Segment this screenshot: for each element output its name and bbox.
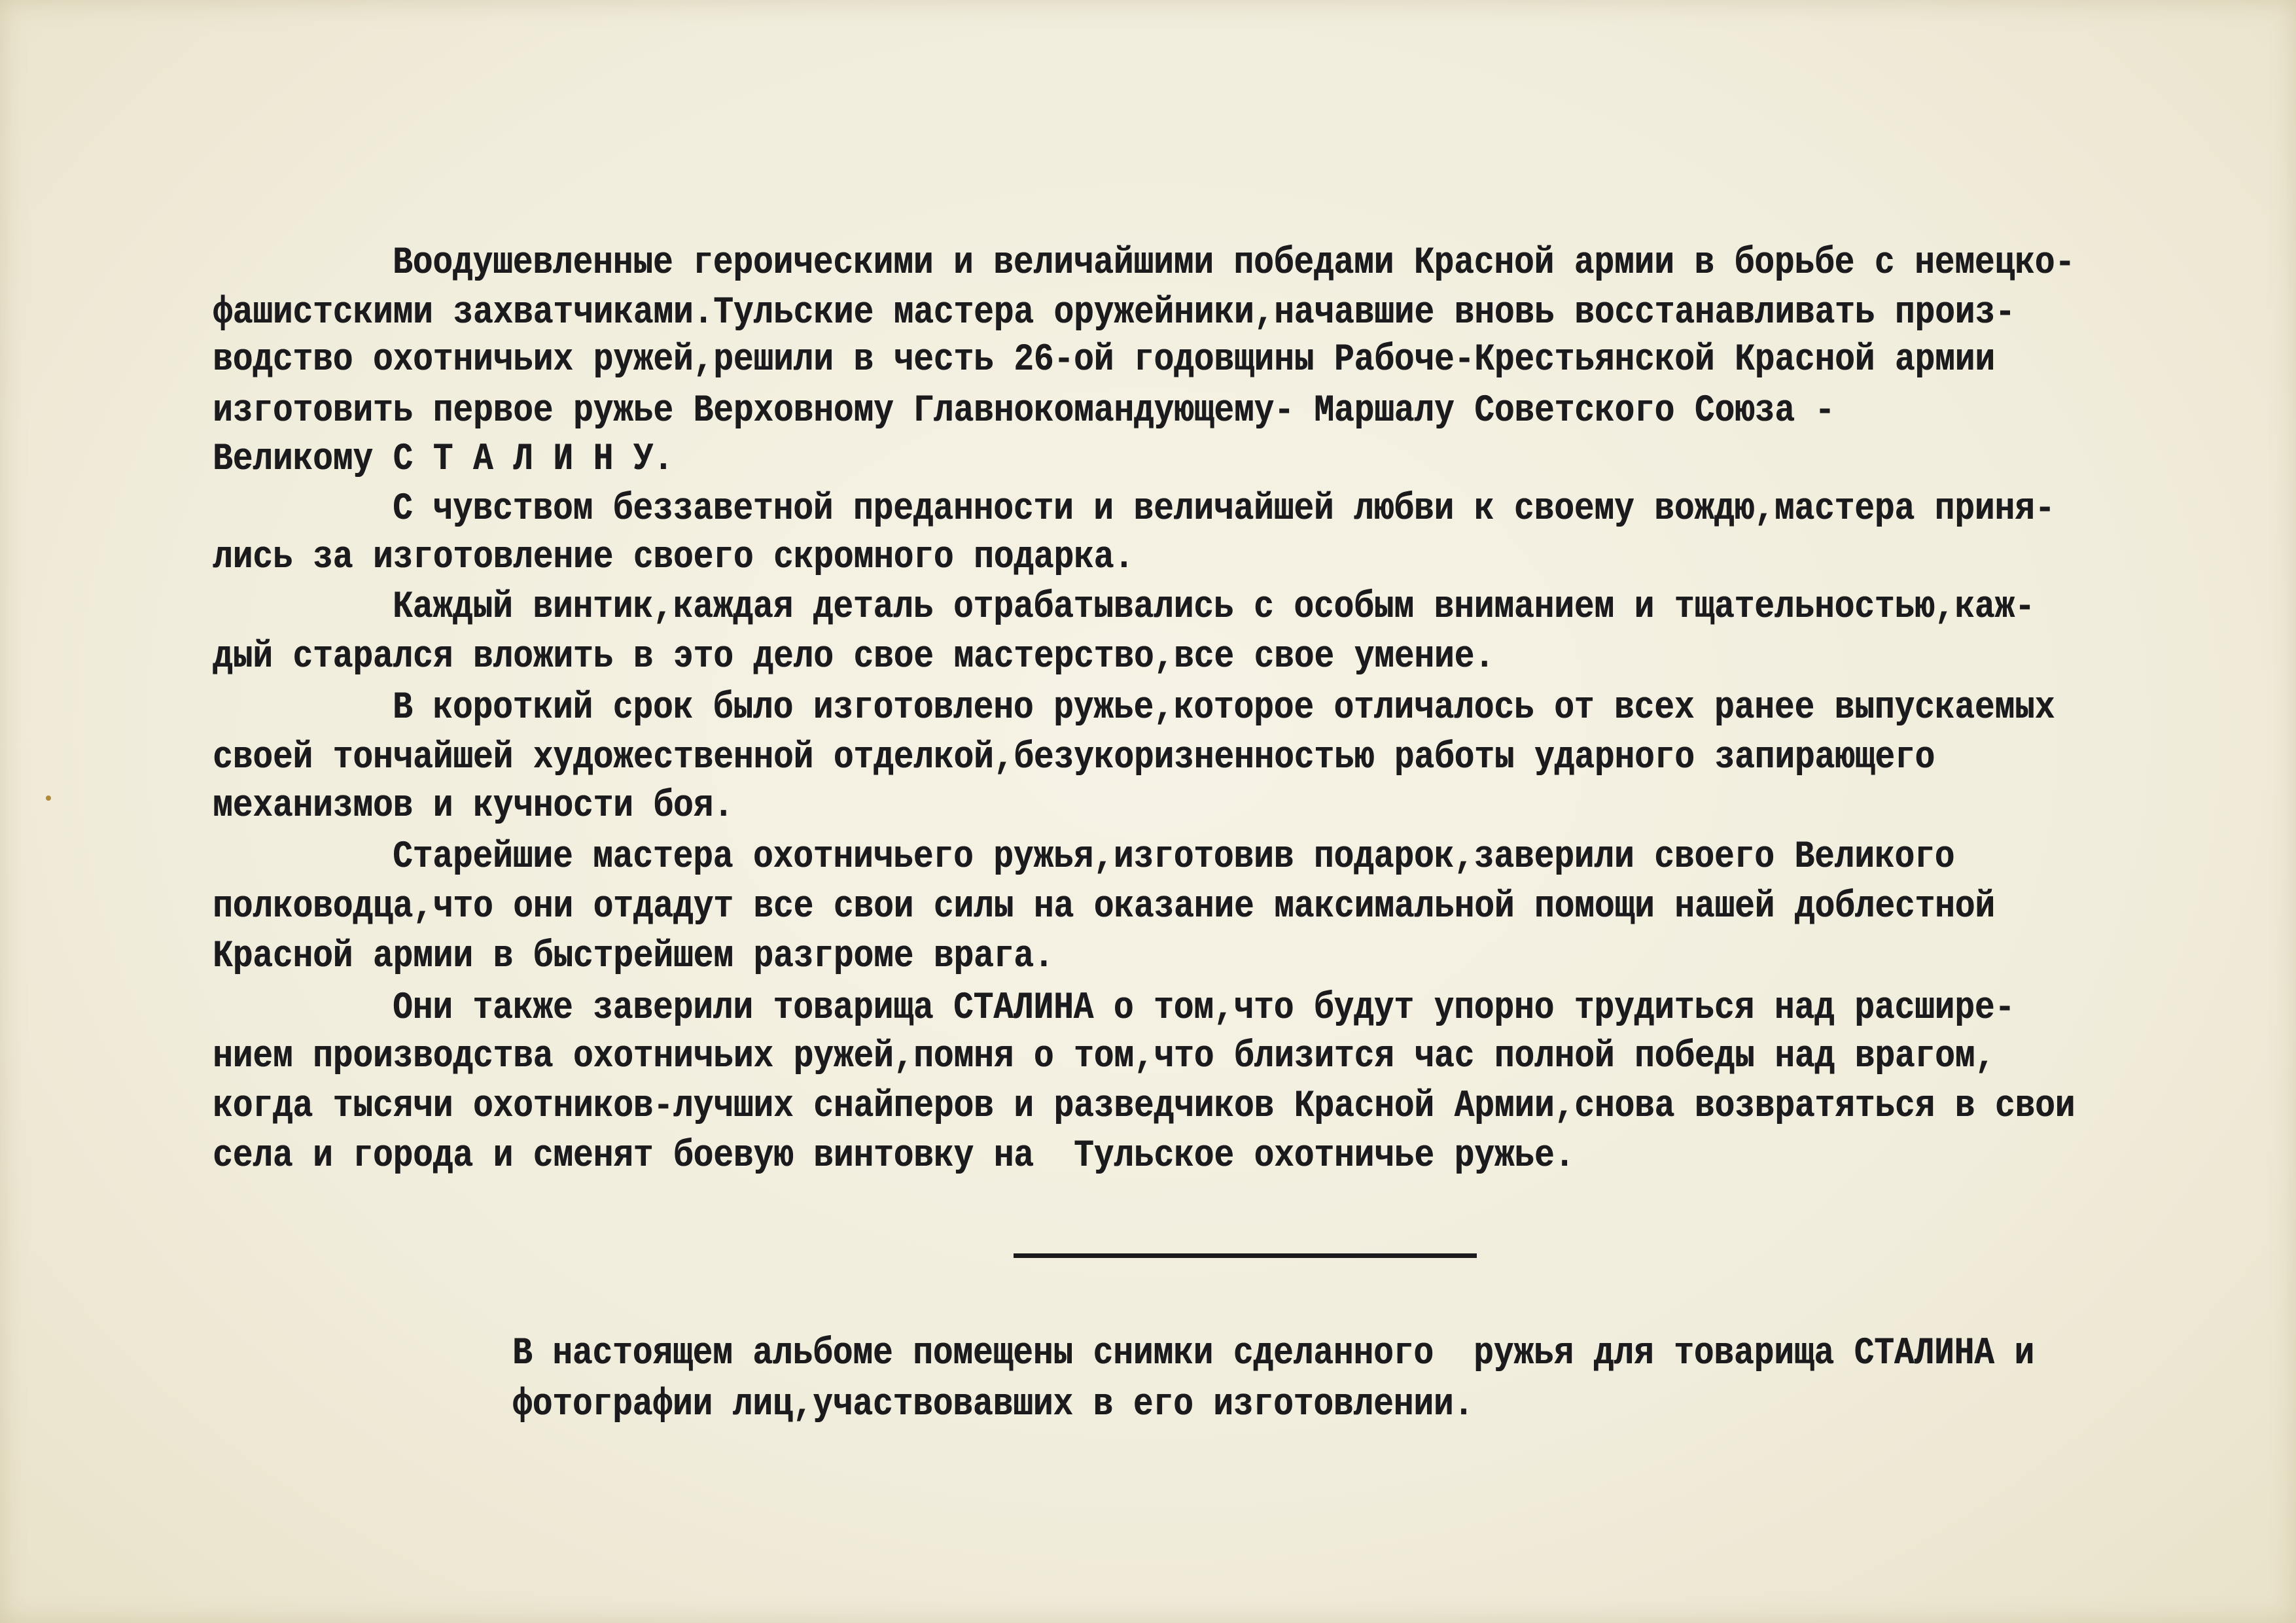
paper-stain bbox=[46, 795, 51, 801]
text-line: Старейшие мастера охотничьего ружья,изготовив подарок,заверили своего Великого bbox=[393, 835, 1955, 879]
footer-line: В настоящем альбоме помещены снимки сделанного ружья для товарища СТАЛИНА и bbox=[512, 1332, 2034, 1376]
divider-line bbox=[1014, 1253, 1477, 1258]
text-line: дый старался вложить в это дело свое мастерство,все свое умение. bbox=[213, 635, 1494, 679]
text-line: В короткий срок было изготовлено ружье,которое отличалось от всех ранее выпускаемых bbox=[393, 686, 2055, 730]
text-line: Великому С Т А Л И Н У. bbox=[213, 438, 673, 481]
text-line: своей тончайшей художественной отделкой,безукоризненностью работы ударного запирающего bbox=[213, 736, 1935, 780]
text-line: Воодушевленные героическими и величайшими победами Красной армии в борьбе с немецко- bbox=[393, 241, 2075, 285]
text-line: механизмов и кучности боя. bbox=[213, 784, 733, 828]
text-line: нием производства охотничьих ружей,помня о том,что близится час полной победы над врагом, bbox=[213, 1035, 1995, 1079]
text-line: когда тысячи охотников-лучших снайперов и разведчиков Красной Армии,снова возвратяться в свои bbox=[213, 1085, 2075, 1128]
text-line: фашистскими захватчиками.Тульские мастера оружейники,начавшие вновь восстанавливать произ- bbox=[213, 291, 2015, 335]
text-line: лись за изготовление своего скромного подарка. bbox=[213, 536, 1134, 580]
text-line: Они также заверили товарища СТАЛИНА о том,что будут упорно трудиться над расшире- bbox=[393, 986, 2015, 1030]
text-line: села и города и сменят боевую винтовку на Тульское охотничье ружье. bbox=[213, 1134, 1575, 1178]
text-line: полководца,что они отдадут все свои силы на оказание максимальной помощи нашей доблестной bbox=[213, 885, 1995, 929]
text-line: Каждый винтик,каждая деталь отрабатывались с особым вниманием и тщательностью,каж- bbox=[393, 585, 2035, 629]
text-line: водство охотничьих ружей,решили в честь 26-ой годовщины Рабоче-Крестьянской Красной армии bbox=[213, 338, 1995, 382]
text-line: Красной армии в быстрейшем разгроме врага. bbox=[213, 935, 1054, 979]
text-line: С чувством беззаветной преданности и величайшей любви к своему вождю,мастера приня- bbox=[393, 487, 2055, 531]
text-line: изготовить первое ружье Верховному Главнокомандующему- Маршалу Советского Союза - bbox=[213, 389, 1835, 433]
footer-line: фотографии лиц,участвовавших в его изготовлении. bbox=[512, 1383, 1474, 1427]
